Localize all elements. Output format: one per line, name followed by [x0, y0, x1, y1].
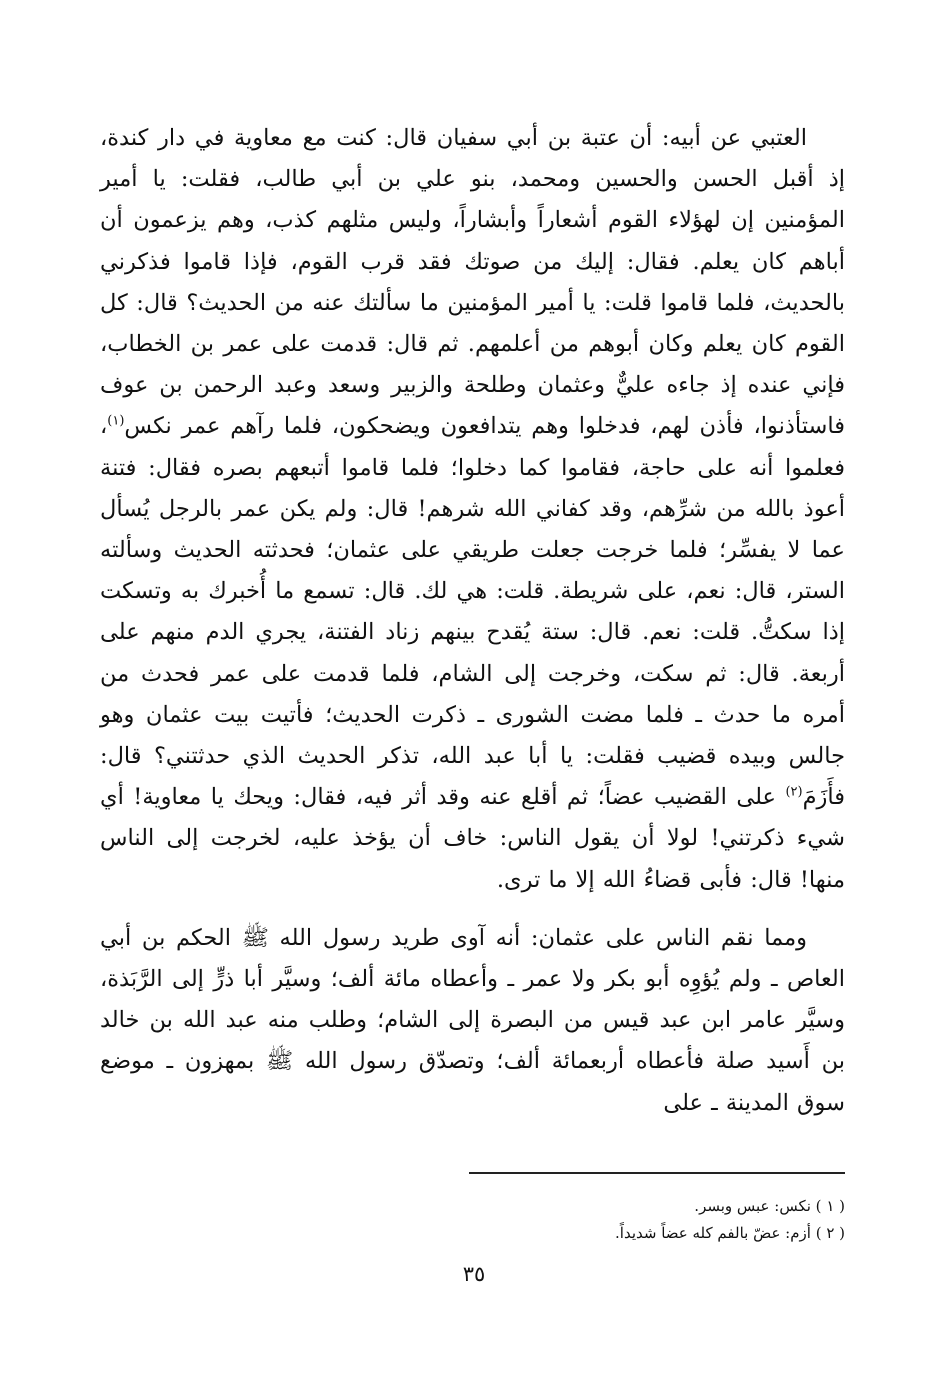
page-number: ٣٥ — [462, 1262, 486, 1286]
footnote-2: ( ٢ ) أزم: عضّ بالفم كله عضاً شديداً. — [615, 1224, 845, 1242]
footnote-1: ( ١ ) نكس: عبس وبسر. — [694, 1197, 845, 1215]
paragraph-1 — [100, 118, 845, 901]
paragraph-1-text-continued: ، فعلموا أنه على حاجة، فقاموا كما دخلوا؛ فلما قاموا أتبعهم بصره فقال: فتنة أعوذ بالله من شرِّهم، وقد كفاني الله شرهم! قال: ولم يكن عمر بالرجل يُسأل عما لا يفسِّر؛ فلما خرجت جعلت طريقي على عثمان؛ فحدثته الحديث وسألته الستر، قال: نعم، على شريطة. قلت: هي لك. قال: تسمع ما أُخبرك به وتسكت إذا سكتُّ. قلت: نعم. قال: ستة يُقدح بينهم زناد الفتنة، يجري الدم منهم على أربعة. قال: ثم سكت، وخرجت إلى الشام، فلما قدمت على عمر فحدث من أمره ما حدث ـ فلما مضت الشورى ـ ذكرت الحديث؛ فأتيت بيت عثمان وهو جالس وبيده قضيب فقلت: يا أبا عبد الله، تذكر الحديث الذي حدثتني؟ قال: فأَزَمَ — [100, 413, 845, 811]
paragraph-1-text-end: على القضيب عضاً؛ ثم أقلع عنه وقد أثر فيه، فقال: ويحك يا معاوية! أي شيء ذكرتني! لولا أن يقول الناس: خاف أن يؤخذ عليه، لخرجت إلى الناس منها! قال: فأبى قضاءُ الله إلا ما ترى. — [100, 784, 845, 893]
paragraph-2: ومما نقم الناس على عثمان: أنه آوى طريد رسول الله ﷺ الحكم بن أبي العاص ـ ولم يُؤوِه أبو بكر ولا عمر ـ وأعطاه مائة ألف؛ وسيَّر أبا ذرٍّ إلى الرَّبَذة، وسيَّر عامر ابن عبد قيس من البصرة إلى الشام؛ وطلب منه عبد الله بن خالد بن أَسيد صلة فأعطاه أربعمائة ألف؛ وتصدّق رسول الله ﷺ بمهزون ـ موضع سوق المدينة ـ على — [100, 924, 845, 1116]
footnote-divider — [469, 1172, 845, 1174]
footnotes — [345, 1193, 845, 1247]
footnote-reference-2: (٢) — [785, 784, 803, 800]
main-text — [100, 118, 845, 1124]
footnote-reference-1: (١) — [107, 413, 125, 429]
paragraph-1-text: العتبي عن أبيه: أن عتبة بن أبي سفيان قال: كنت مع معاوية في دار كندة، إذ أقبل الحسن والحسين ومحمد، بنو علي بن أبي طالب، فقلت: يا أمير المؤمنين إن لهؤلاء القوم أشعاراً وأبشاراً، وليس مثلهم كذب، وهم يزعمون أن أباهم كان يعلم. فقال: إليك من صوتك فقد قرب القوم، فإذا قاموا فذكرني بالحديث، فلما قاموا قلت: يا أمير المؤمنين ما سألتك عنه من الحديث؟ قال: كل القوم كان يعلم وكان أبوهم من أعلمهم. ثم قال: قدمت على عمر بن الخطاب، فإني عنده إذ جاءه عليٌّ وعثمان وطلحة والزبير وسعد وعبد الرحمن بن عوف فاستأذنوا، فأذن لهم، فدخلوا وهم يتدافعون ويضحكون، فلما رآهم عمر نكس — [100, 125, 845, 440]
